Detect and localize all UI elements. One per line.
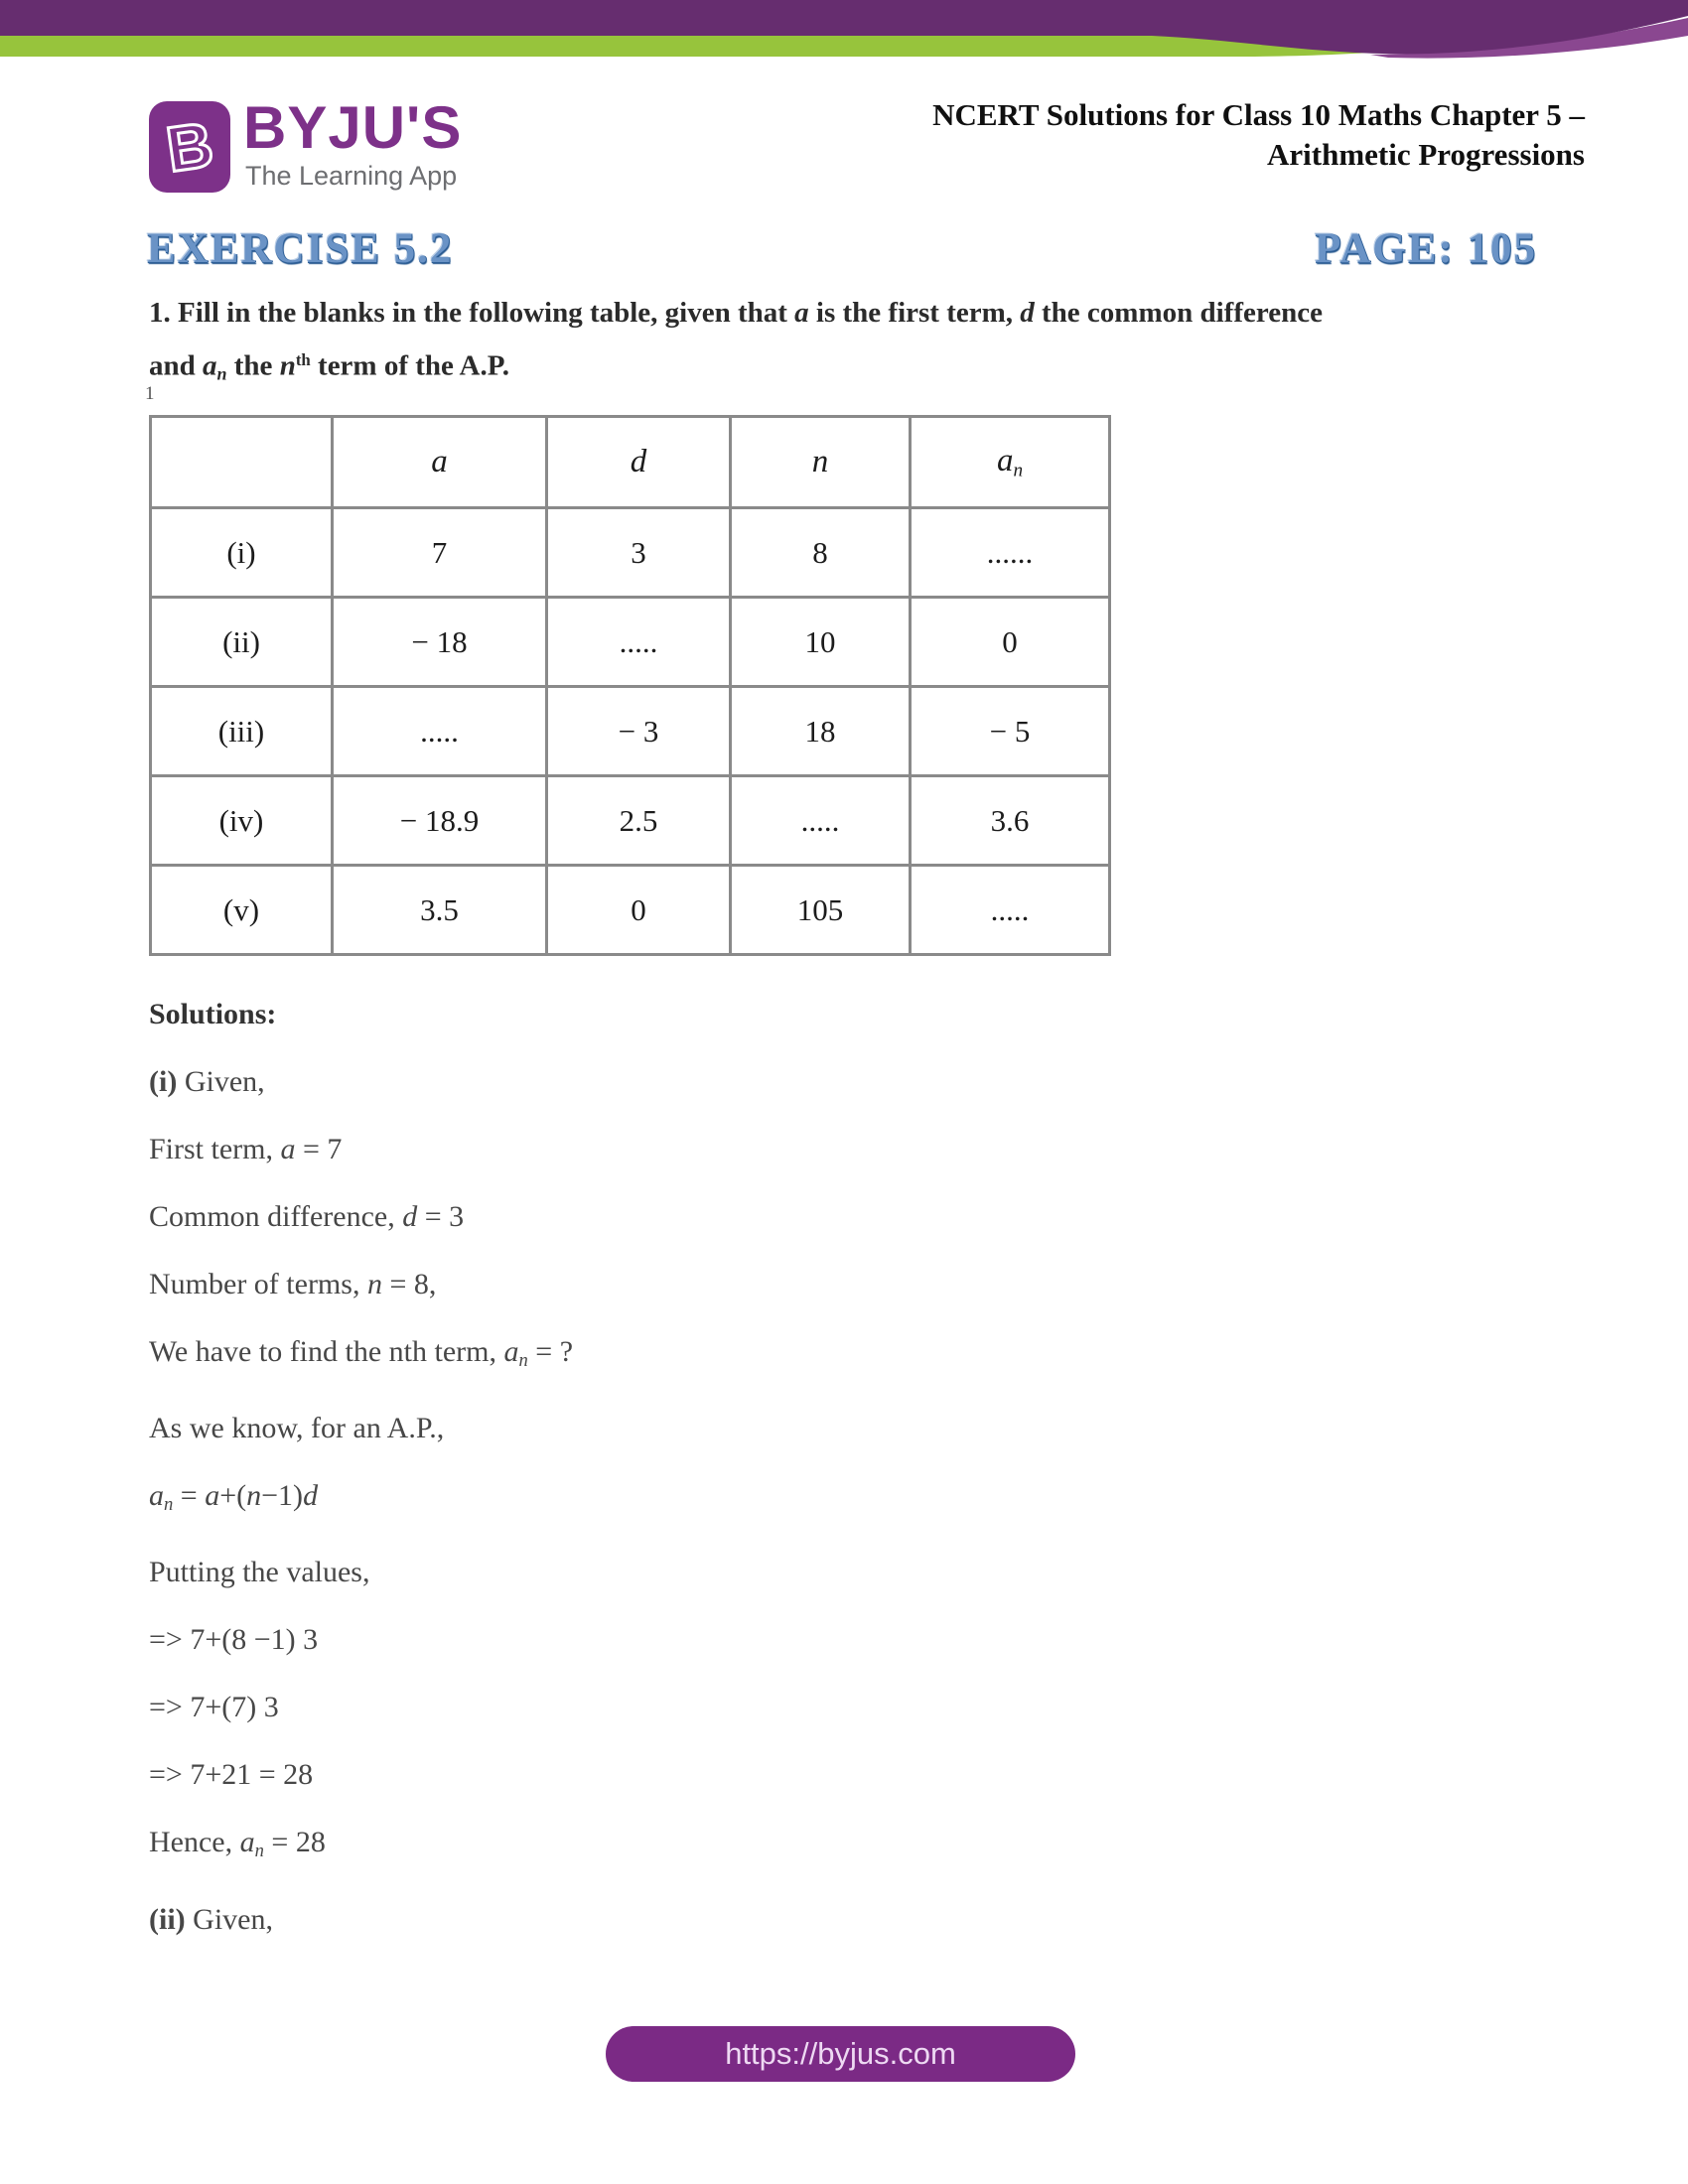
row-label-cell: (iii) [151,687,333,776]
text-line [149,1336,1440,1376]
value-cell: 10 [731,598,911,687]
text-line [149,1413,1440,1443]
header-variable: a [431,444,448,479]
text-segment: => 7+(8 −1) 3 [149,1623,319,1657]
row-label-cell: (ii) [151,598,333,687]
text-segment: As we know, for an A.P., [149,1412,445,1445]
table-row [151,866,1110,955]
table-header-cell [333,417,547,508]
question-text [149,290,1499,397]
text-segment: n [279,349,296,382]
text-segment: Given, [177,1065,265,1098]
text-line [149,1904,1440,1935]
ap-table-body [151,508,1110,955]
text-segment: Common difference, [149,1200,403,1233]
value-cell: 105 [731,866,911,955]
value-cell: 0 [547,866,731,955]
text-line [149,290,1499,337]
text-segment: n [254,1841,264,1862]
text-segment: = 28 [263,1826,326,1859]
table-header-cell [151,417,333,508]
text-segment: n [246,1479,262,1513]
table-header-cell [911,417,1110,508]
byjus-tagline: The Learning App [245,161,458,191]
byjus-b-icon: B [162,108,217,186]
text-segment: = 3 [417,1200,465,1233]
text-segment: term of the A.P. [310,349,510,382]
text-segment: a [280,1133,296,1165]
value-cell: − 3 [547,687,731,776]
scan-artifact-mark: 1 [145,383,155,404]
text-segment: (i) [149,1065,178,1098]
value-cell: ..... [911,866,1110,955]
text-segment: First term, [149,1133,281,1165]
text-segment: a [794,297,809,329]
text-segment: a [503,1335,519,1368]
value-cell: 3 [547,508,731,598]
value-cell: − 18.9 [333,776,547,866]
header-variable: n [811,444,829,479]
text-segment: = 8, [381,1268,437,1300]
byjus-logo-tile [149,101,230,193]
value-cell: ..... [333,687,547,776]
text-segment: th [295,350,311,369]
document-title [932,95,1585,175]
header-variable: d [630,444,647,479]
table-row [151,598,1110,687]
text-segment: d [402,1200,418,1233]
document-title-line1: NCERT Solutions for Class 10 Maths Chapter 5 – [932,97,1585,132]
text-line [149,1066,1440,1097]
text-line [149,1692,1440,1722]
byjus-url-label: https://byjus.com [725,2036,956,2071]
text-line [149,1624,1440,1655]
value-cell: ..... [731,776,911,866]
value-cell: 3.6 [911,776,1110,866]
text-segment: 1. Fill in the blanks in the following table, given that [149,297,795,329]
solutions-heading: Solutions: [149,998,277,1030]
text-segment: Number of terms, [149,1268,367,1300]
table-header-cell [547,417,731,508]
value-cell: ..... [547,598,731,687]
text-segment: (ii) [149,1902,186,1936]
value-cell: − 5 [911,687,1110,776]
row-label-cell: (i) [151,508,333,598]
solutions-section [149,999,1440,1972]
text-segment: => 7+21 = 28 [149,1758,314,1792]
text-segment: => 7+(7) 3 [149,1691,279,1724]
ap-table-head [151,417,1110,508]
value-cell: − 18 [333,598,547,687]
text-segment: n [164,1494,174,1516]
text-segment: +( [219,1479,247,1513]
text-segment: n [216,363,227,384]
text-segment: the common difference [1034,297,1323,329]
value-cell: ...... [911,508,1110,598]
table-row [151,508,1110,598]
table-header-cell [731,417,911,508]
text-segment: Hence, [149,1826,240,1859]
text-line [149,1827,1440,1866]
text-line [149,1269,1440,1299]
table-header-row [151,417,1110,508]
text-segment: Given, [185,1902,273,1936]
text-segment: n [366,1268,382,1300]
text-segment: a [239,1826,255,1859]
table-row [151,687,1110,776]
text-segment: the [226,349,280,382]
text-line [149,337,1499,397]
value-cell: 2.5 [547,776,731,866]
text-segment: a [149,1479,164,1513]
header-variable-subscript: n [1013,460,1024,481]
text-segment: d [303,1479,319,1513]
document-title-line2: Arithmetic Progressions [1267,137,1585,172]
table-row [151,776,1110,866]
value-cell: 8 [731,508,911,598]
header-variable: a [996,442,1014,478]
value-cell: 3.5 [333,866,547,955]
text-line [149,1134,1440,1164]
ap-table [149,415,1111,956]
value-cell: 0 [911,598,1110,687]
text-line [149,1759,1440,1790]
text-segment: a [205,1479,220,1513]
byjus-url-button[interactable] [606,2026,1075,2082]
value-cell: 18 [731,687,911,776]
text-segment: a [203,349,217,382]
text-segment: = ? [527,1335,574,1368]
text-segment: = [173,1479,206,1513]
top-banner-swoosh [0,0,1688,79]
text-segment: n [518,1350,528,1372]
row-label-cell: (iv) [151,776,333,866]
text-line [149,1201,1440,1232]
text-segment: and [149,349,204,382]
text-line [149,1480,1440,1520]
text-segment: We have to find the nth term, [149,1335,504,1368]
text-segment: d [1020,297,1035,329]
text-segment: = 7 [295,1133,343,1165]
byjus-wordmark: BYJU'S [243,94,463,161]
value-cell: 7 [333,508,547,598]
row-label-cell: (v) [151,866,333,955]
page-number: PAGE: 105 [1315,225,1537,272]
text-line [149,1557,1440,1587]
text-segment: −1) [261,1479,304,1513]
text-segment: is the first term, [808,297,1021,329]
exercise-heading: EXERCISE 5.2 [147,225,454,272]
text-segment: Putting the values, [149,1556,370,1589]
